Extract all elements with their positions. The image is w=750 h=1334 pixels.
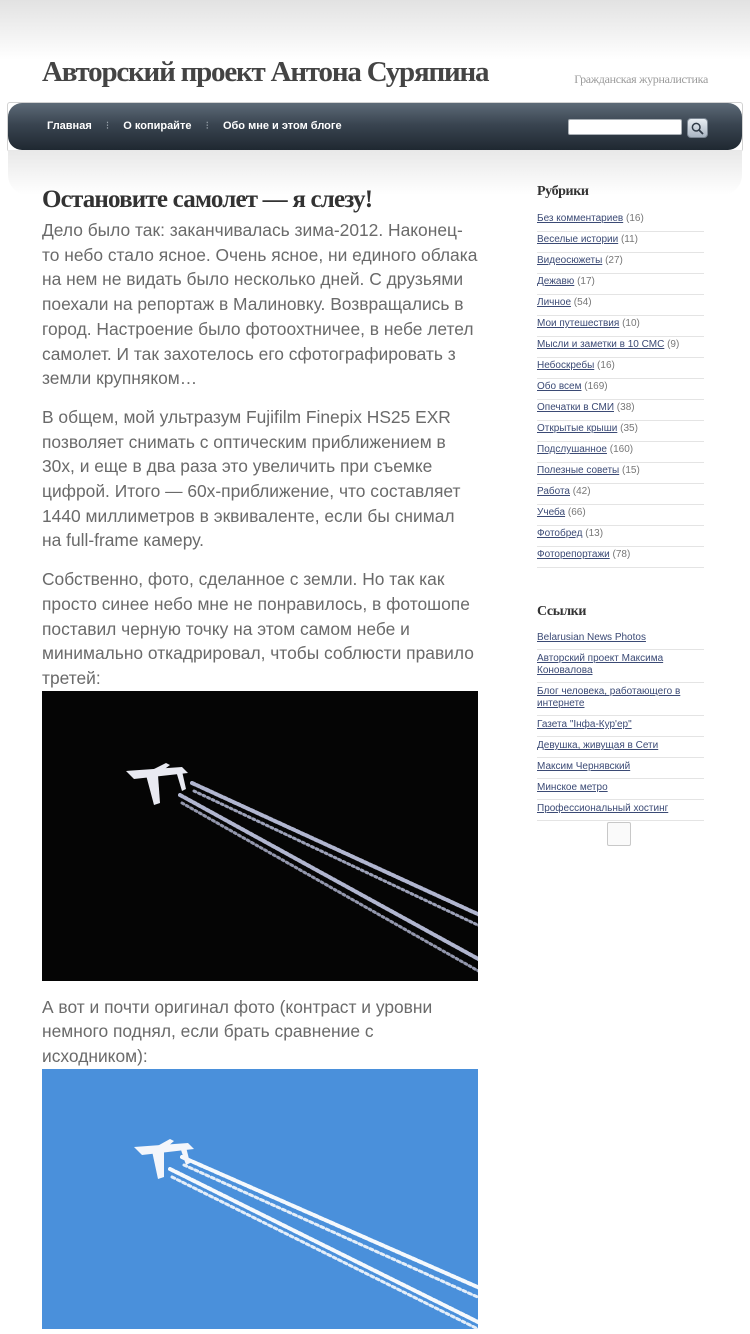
blogroll-item — [537, 632, 704, 650]
category-link[interactable]: Работа — [537, 486, 570, 497]
category-link[interactable]: Дежавю — [537, 276, 575, 287]
categories-list — [537, 212, 704, 568]
category-item — [537, 506, 704, 526]
category-count: (38) — [616, 402, 635, 413]
category-count: (17) — [577, 276, 595, 287]
category-count: (16) — [625, 213, 644, 224]
category-item — [537, 338, 704, 358]
nav-item-copyright[interactable]: О копирайте — [123, 119, 192, 132]
category-item — [537, 275, 704, 295]
category-item — [537, 233, 704, 253]
category-item — [537, 443, 704, 463]
category-count: (35) — [620, 423, 638, 434]
category-link[interactable]: Учеба — [537, 507, 566, 518]
blogroll-link[interactable]: Минское метро — [537, 782, 608, 793]
category-item — [537, 422, 704, 442]
category-count: (160) — [609, 444, 634, 455]
category-item — [537, 401, 704, 421]
category-count: (9) — [667, 339, 680, 350]
blogroll-link[interactable]: Газета "Інфа-Кур'ер" — [537, 719, 632, 730]
category-link[interactable]: Полезные советы — [537, 465, 620, 476]
category-item — [537, 296, 704, 316]
site-title[interactable]: Авторский проект Антона Суряпина — [42, 56, 489, 88]
blogroll-item — [537, 782, 704, 800]
category-count: (169) — [584, 381, 608, 392]
category-count: (15) — [622, 465, 640, 476]
category-link[interactable]: Подслушанное — [537, 444, 607, 455]
sidebar — [537, 184, 704, 824]
site-tagline: Гражданская журналистика — [574, 72, 708, 86]
category-count: (10) — [622, 318, 640, 329]
airplane-blue-sky-photo[interactable] — [42, 1069, 478, 1329]
category-item — [537, 317, 704, 337]
category-count: (13) — [585, 528, 604, 539]
post-paragraph: Собственно, фото, сделанное с земли. Но так как просто синее небо мне не понравилось, в фотошопе поставил черную точку на этом самом небе и минимально откадрировал, чтобы соблюсти правило третей: — [42, 569, 474, 688]
category-item — [537, 212, 704, 232]
nav-item-about[interactable]: Обо мне и этом блоге — [222, 119, 342, 132]
category-item — [537, 464, 704, 484]
category-count: (16) — [597, 360, 615, 371]
blogroll-item — [537, 740, 704, 758]
main-nav — [8, 103, 742, 150]
nav-item-home[interactable]: Главная — [47, 119, 92, 132]
category-count: (11) — [620, 234, 638, 245]
category-link[interactable]: Мои путешествия — [537, 318, 620, 329]
broken-image-badge[interactable] — [607, 822, 631, 846]
post-paragraph: В общем, мой ультразум Fujifilm Finepix HS25 EXR позволяет снимать с оптическим приближением в 30х, и еще в два раза это увеличить при съемке цифрой. Итого — 60х-приближение, что составляет 1440 миллиметров в эквиваленте, если бы снимал на full-frame камеру. — [42, 406, 461, 551]
post-content — [42, 185, 478, 1329]
category-item — [537, 485, 704, 505]
blogroll-link[interactable]: Блог человека, работающего в интернете — [537, 686, 681, 709]
post-paragraph: Дело было так: заканчивалась зима-2012. Наконец-то небо стало ясное. Очень ясное, ни единого облака на нем не видать было несколько дней. С друзьями поехали на репортаж в Малиновку. Возвращались в город. Настроение было фотоохтничее, в небе летел самолет. И так захотелось его сфотографировать з земли крупняком… — [42, 220, 478, 389]
category-link[interactable]: Фотобред — [537, 528, 583, 539]
search-button[interactable] — [687, 118, 708, 138]
blogroll-link[interactable]: Профессиональный хостинг — [537, 803, 669, 814]
nav-menu — [47, 119, 342, 132]
category-link[interactable]: Мысли и заметки в 10 СМС — [537, 339, 665, 350]
post-title[interactable]: Остановите самолет — я слезу! — [42, 186, 373, 213]
nav-separator: ⁝ — [205, 120, 209, 132]
categories-title: Рубрики — [537, 184, 589, 199]
category-count: (54) — [573, 297, 592, 308]
blogroll-item — [537, 803, 704, 821]
blogroll-item — [537, 761, 704, 779]
post-paragraph: А вот и почти оригинал фото (контраст и уровни немного поднял, если брать сравнение с исходником): — [42, 996, 433, 1067]
links-list — [537, 632, 704, 821]
category-item — [537, 527, 704, 547]
blogroll-link[interactable]: Девушка, живущая в Сети — [537, 740, 659, 751]
blogroll-item — [537, 719, 704, 737]
category-link[interactable]: Видеосюжеты — [537, 255, 603, 266]
category-link[interactable]: Веселые истории — [537, 234, 619, 245]
category-item — [537, 359, 704, 379]
category-link[interactable]: Личное — [537, 297, 572, 308]
category-link[interactable]: Небоскребы — [537, 360, 595, 371]
category-item — [537, 548, 704, 568]
category-count: (66) — [567, 507, 586, 518]
category-item — [537, 380, 704, 400]
category-item — [537, 254, 704, 274]
blogroll-link[interactable]: Авторский проект Максима Коновалова — [537, 653, 664, 676]
blogroll-link[interactable]: Belarusian News Photos — [537, 632, 646, 643]
category-count: (27) — [605, 255, 623, 266]
nav-separator: ⁝ — [105, 120, 110, 132]
category-link[interactable]: Опечатки в СМИ — [537, 402, 615, 413]
links-title: Ссылки — [537, 604, 587, 619]
search-icon — [691, 122, 704, 135]
category-link[interactable]: Обо всем — [537, 381, 582, 392]
category-link[interactable]: Без комментариев — [537, 213, 624, 224]
category-count: (42) — [572, 486, 591, 497]
blogroll-item — [537, 686, 704, 716]
search-input[interactable] — [568, 119, 682, 135]
category-link[interactable]: Открытые крыши — [537, 423, 618, 434]
category-count: (78) — [612, 549, 631, 560]
airplane-night-photo[interactable] — [42, 691, 478, 981]
category-link[interactable]: Фоторепортажи — [537, 549, 610, 560]
header-gradient — [0, 0, 750, 60]
blogroll-item — [537, 653, 704, 683]
blogroll-link[interactable]: Максим Чернявский — [537, 761, 631, 772]
